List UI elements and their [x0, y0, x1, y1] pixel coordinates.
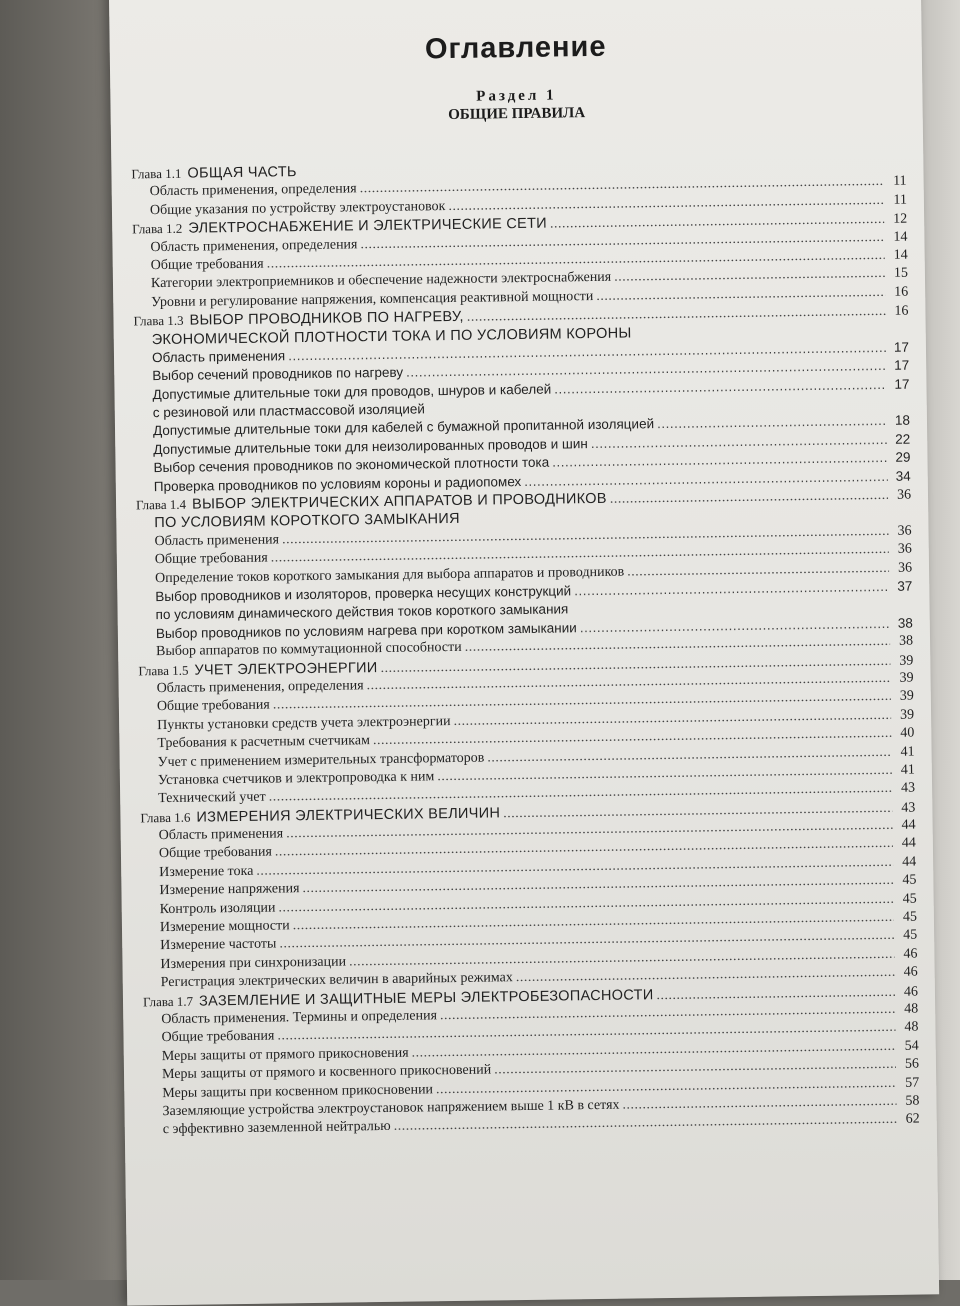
toc-entry-label: Меры защиты от прямого прикосновения: [161, 1045, 409, 1064]
toc-entry-label: Общие требования: [161, 1028, 275, 1046]
chapter-number: Глава 1.5: [138, 662, 189, 678]
toc-entry-label: Требования к расчетным счетчикам: [157, 733, 371, 752]
toc-entry-label: Измерение тока: [159, 863, 254, 880]
toc-entry-label: Установка счетчиков и электропроводка к ним: [157, 769, 435, 789]
page-number: 39: [899, 653, 914, 669]
toc-entry-label: Область применения: [158, 826, 284, 844]
page-number: 48: [904, 1001, 919, 1017]
page-number: 39: [899, 670, 914, 686]
toc-entry-label: Определение токов короткого замыкания для выбора аппаратов и проводников: [154, 564, 625, 586]
toc-entry-label: по условиям динамического действия токов короткого замыкания: [155, 601, 569, 623]
toc-entry-label: ЭКОНОМИЧЕСКОЙ ПЛОТНОСТИ ТОКА И ПО УСЛОВИЯМ КОРОНЫ: [151, 324, 632, 348]
toc-entry-label: Заземляющие устройства электроустановок напряжением выше 1 кВ в сетях: [162, 1097, 620, 1120]
page-number: 29: [895, 449, 911, 466]
page-number: 16: [894, 284, 909, 300]
toc-entry-label: Общие требования: [154, 550, 268, 568]
chapter-number: Глава 1.2: [132, 220, 183, 237]
toc-entry-label: Измерение напряжения: [159, 881, 300, 899]
page-number: 18: [894, 413, 911, 429]
page-number: 45: [902, 891, 917, 907]
page-number: 48: [904, 1019, 919, 1036]
toc-entry-label: Выбор сечений проводников по нагреву: [152, 364, 404, 384]
toc-entry-label: Область применения: [154, 532, 280, 549]
toc-entry-label: Допустимые длительные токи для проводов, шнуров и кабелей: [152, 381, 552, 402]
toc-entry-label: Область применения, определения: [150, 236, 358, 255]
chapter-title: ИЗМЕРЕНИЯ ЭЛЕКТРИЧЕСКИХ ВЕЛИЧИН: [196, 805, 501, 826]
page-number: 36: [896, 487, 912, 503]
toc-entry-label: Проверка проводников по условиям короны и радиопомех: [153, 473, 522, 494]
page-number: 39: [899, 688, 914, 705]
chapter-number: Глава 1.1: [131, 165, 182, 182]
page-number: 14: [893, 247, 908, 263]
toc-entry-label: Область применения, определения: [156, 678, 364, 697]
toc-entry-label: Уровни и регулирование напряжения, компенсация реактивной мощности: [151, 288, 594, 310]
toc-entry-label: Общие требования: [156, 697, 270, 715]
toc-entry-label: Контроль изоляции: [159, 900, 276, 917]
toc-entry-label: ПО УСЛОВИЯМ КОРОТКОГО ЗАМЫКАНИЯ: [154, 511, 460, 532]
page-number: 44: [902, 854, 917, 870]
chapter-number: Глава 1.7: [142, 993, 194, 1009]
chapter-number: Глава 1.6: [140, 809, 191, 826]
page-number: 11: [893, 192, 907, 208]
toc-entry-label: Общие требования: [158, 844, 272, 862]
page-number: 57: [905, 1075, 920, 1091]
page-number: 22: [895, 431, 911, 447]
chapter-number: Глава 1.4: [135, 496, 187, 513]
page-number: 62: [905, 1111, 920, 1128]
page-number: 58: [905, 1093, 920, 1109]
page-number: 39: [899, 707, 915, 723]
section-label: Раздел 1: [476, 87, 557, 105]
page-number: 36: [897, 541, 912, 557]
page-number: 45: [903, 927, 918, 944]
page-number: 41: [900, 744, 915, 760]
page-number: 17: [894, 376, 910, 392]
page-number: 43: [901, 780, 916, 797]
table-of-contents: [131, 155, 920, 1140]
toc-entry-label: Общие указания по устройству электроустановок: [149, 198, 446, 218]
page-number: 45: [902, 909, 918, 925]
toc-entry-label: Область применения, определения: [149, 181, 357, 200]
page-number: 17: [894, 357, 910, 374]
page-number: 40: [900, 725, 915, 741]
page-number: 17: [893, 339, 910, 355]
toc-entry-label: Измерение частоты: [160, 936, 277, 954]
chapter-title: ВЫБОР ПРОВОДНИКОВ ПО НАГРЕВУ,: [189, 308, 464, 329]
toc-entry-label: Учет с применением измерительных трансформаторов: [157, 750, 485, 770]
page-number: 11: [893, 174, 907, 190]
toc-entry-label: Измерение мощности: [159, 918, 290, 936]
page-number: 45: [902, 872, 917, 888]
chapter-title: ЗАЗЕМЛЕНИЕ И ЗАЩИТНЫЕ МЕРЫ ЭЛЕКТРОБЕЗОПАСНОСТИ: [198, 986, 654, 1010]
chapter-title: ЭЛЕКТРОСНАБЖЕНИЕ И ЭЛЕКТРИЧЕСКИЕ СЕТИ: [188, 215, 548, 237]
toc-entry-label: с эффективно заземленной нейтралью: [162, 1119, 391, 1138]
page-number: 34: [895, 468, 911, 484]
toc-entry-label: Общие требования: [150, 256, 264, 274]
toc-entry-label: Допустимые длительные токи для кабелей с бумажной пропитанной изоляцией: [152, 416, 655, 439]
page-title: Оглавление: [424, 30, 607, 66]
page-number: 15: [893, 265, 909, 282]
toc-entry-label: Выбор проводников и изоляторов, проверка несущих конструкций: [155, 583, 572, 605]
page-number: 38: [898, 633, 914, 649]
book-page: [109, 0, 939, 1306]
page-number: 46: [903, 946, 918, 962]
toc-entry-label: Категории электроприемников и обеспечение надежности электроснабжения: [150, 270, 612, 292]
toc-entry-label: Пункты установки средств учета электроэнергии: [157, 713, 451, 733]
toc-entry-label: Выбор аппаратов по коммутационной способности: [156, 640, 462, 660]
page-number: 14: [893, 229, 908, 245]
toc-entry-label: Выбор сечения проводников по экономической плотности тока: [153, 454, 550, 476]
page-number: 16: [894, 303, 909, 319]
toc-entry-label: Допустимые длительные токи для неизолированных проводов и шин: [153, 435, 588, 458]
toc-entry-label: Выбор проводников по условиям нагрева при коротком замыкании: [155, 620, 577, 641]
page-number: 12: [893, 211, 908, 227]
chapter-number: Глава 1.3: [133, 312, 184, 329]
page-number: 43: [901, 800, 916, 816]
chapter-title: ОБЩАЯ ЧАСТЬ: [187, 164, 297, 182]
toc-entry-label: Измерения при синхронизации: [160, 954, 347, 972]
page-number: 36: [897, 560, 913, 576]
page-number: 36: [897, 523, 912, 539]
chapter-title: УЧЕТ ЭЛЕКТРОЭНЕРГИИ: [194, 659, 378, 679]
toc-entry-label: Технический учет: [158, 789, 266, 807]
page-number: 46: [903, 984, 919, 1000]
section-name: ОБЩИЕ ПРАВИЛА: [448, 105, 586, 124]
page-number: 56: [904, 1056, 920, 1072]
toc-entry-label: Меры защиты при косвенном прикосновении: [162, 1081, 434, 1101]
toc-entry-label: Область применения: [151, 348, 286, 366]
toc-entry-label: Регистрация электрических величин в аварийных режимах: [160, 970, 513, 991]
page-number: 38: [897, 615, 913, 631]
page-number: 54: [904, 1038, 919, 1054]
page-number: 44: [901, 836, 916, 852]
toc-entry-label: Область применения. Термины и определения: [161, 1008, 438, 1028]
page-number: 46: [903, 964, 918, 980]
toc-entry-label: с резиновой или пластмассовой изоляцией: [152, 401, 426, 421]
toc-entry-label: Меры защиты от прямого и косвенного прикосновений: [161, 1062, 492, 1083]
page-number: 41: [900, 762, 915, 778]
page-number: 44: [901, 817, 916, 833]
page-number: 37: [897, 578, 913, 594]
chapter-title: ВЫБОР ЭЛЕКТРИЧЕСКИХ АППАРАТОВ И ПРОВОДНИКОВ: [192, 490, 607, 513]
